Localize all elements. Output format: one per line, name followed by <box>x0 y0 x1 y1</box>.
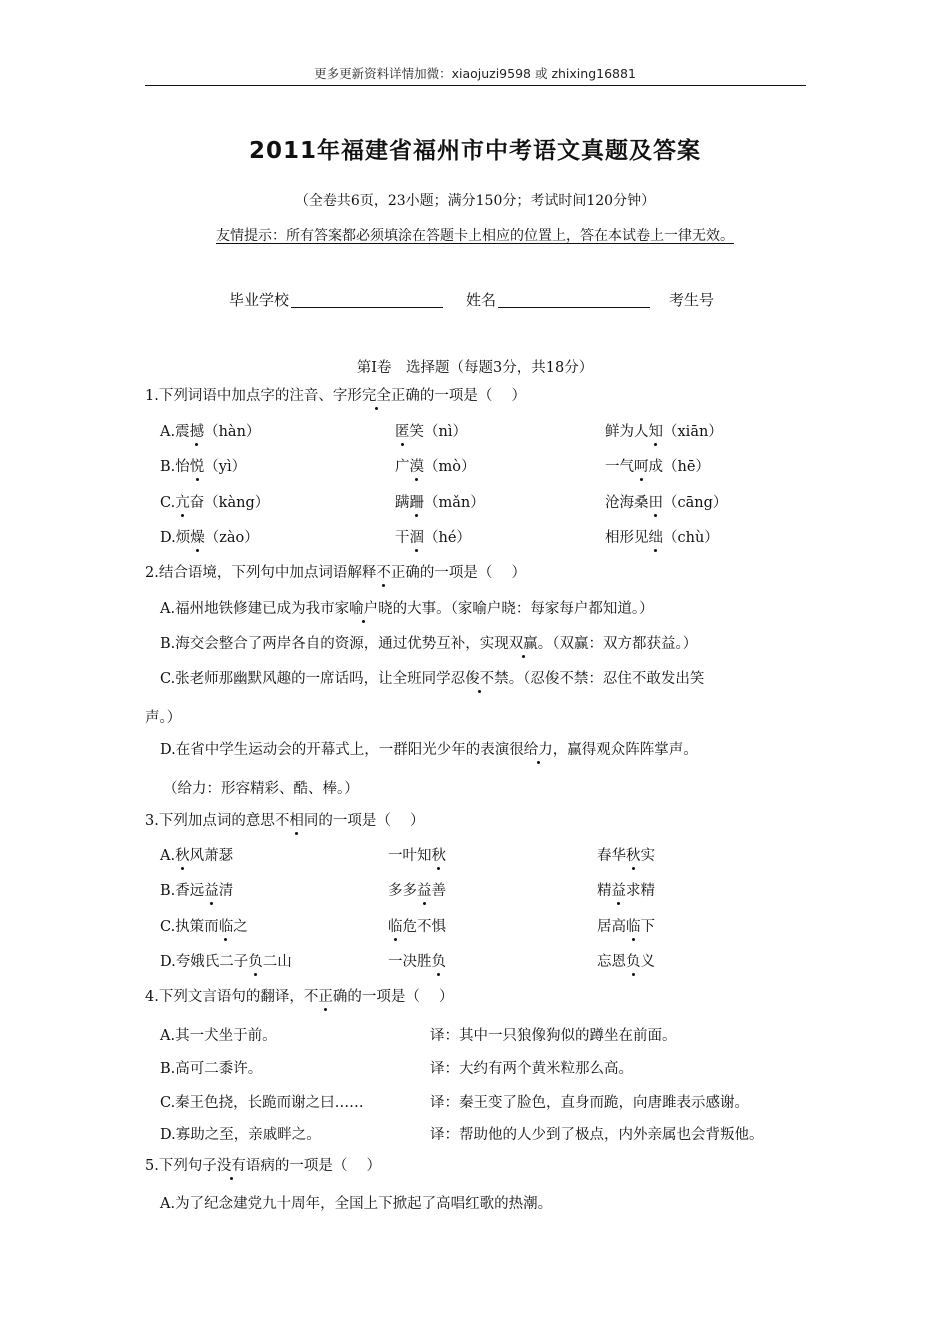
q3-option-d-2: 一决胜负 <box>388 954 446 970</box>
q4-option-d: D.寡助之至，亲戚畔之。 <box>160 1127 321 1143</box>
name-blank[interactable] <box>498 292 650 308</box>
q3-option-a: A.秋风萧瑟 <box>160 848 234 864</box>
q5-stem: 5.下列句子没有语病的一项是（ ） <box>145 1158 381 1174</box>
q4-translation-b: 译：大约有两个黄米粒那么高。 <box>430 1061 633 1077</box>
school-blank[interactable] <box>291 292 443 308</box>
q4-option-c: C.秦王色挠，长跪而谢之曰…… <box>160 1095 364 1111</box>
q3-stem: 3.下列加点词的意思不相同的一项是（ ） <box>145 813 425 829</box>
q2-option-b: B.海交会整合了两岸各自的资源，通过优势互补，实现双赢。（双赢：双方都获益。） <box>160 636 698 652</box>
q1-stem: 1.下列词语中加点字的注音、字形完全正确的一项是（ ） <box>145 388 526 404</box>
q3-option-c-3: 居高临下 <box>597 919 655 935</box>
section-heading: 第Ⅰ卷 选择题（每题3分，共18分） <box>356 360 594 376</box>
id-field[interactable]: 考生号 <box>669 291 715 309</box>
q5-option-a: A.为了纪念建党九十周年，全国上下掀起了高唱红歌的热潮。 <box>160 1196 553 1212</box>
exam-title: 2011年福建省福州市中考语文真题及答案 <box>248 138 701 164</box>
q2-option-c-cont: 声。） <box>145 710 182 726</box>
q4-option-b: B.高可二黍许。 <box>160 1061 263 1077</box>
q1-option-c: C.亢奋（kàng） <box>160 495 270 511</box>
q1-option-a: A.震撼（hàn） <box>160 424 261 440</box>
school-field[interactable]: 毕业学校 <box>229 289 443 310</box>
q2-option-d: D.在省中学生运动会的开幕式上，一群阳光少年的表演很给力，赢得观众阵阵掌声。 <box>160 742 698 758</box>
q1-option-c-2: 蹒跚（mǎn） <box>395 495 485 511</box>
q3-option-b-3: 精益求精 <box>597 883 655 899</box>
q2-stem: 2.结合语境，下列句中加点词语解释不正确的一项是（ ） <box>145 565 526 581</box>
q3-option-a-3: 春华秋实 <box>597 848 655 864</box>
q2-option-a: A.福州地铁修建已成为我市家喻户晓的大事。（家喻户晓：每家每户都知道。） <box>160 601 654 617</box>
q3-option-b-2: 多多益善 <box>388 883 446 899</box>
q2-option-c: C.张老师那幽默风趣的一席话吗，让全班同学忍俊不禁。（忍俊不禁：忍住不敢发出笑 <box>160 671 705 687</box>
exam-subtitle: （全卷共6页，23小题；满分150分；考试时间120分钟） <box>294 193 656 209</box>
q4-option-a: A.其一犬坐于前。 <box>160 1028 277 1044</box>
header-rule <box>145 85 806 86</box>
q1-option-d-3: 相形见绌（chù） <box>605 530 719 546</box>
q1-option-a-2: 匿笑（nì） <box>395 424 467 440</box>
q1-option-b: B.怡悦（yì） <box>160 459 247 475</box>
q3-option-c: C.执策而临之 <box>160 919 248 935</box>
q1-option-c-3: 沧海桑田（cāng） <box>605 495 728 511</box>
name-field[interactable]: 姓名 <box>466 289 650 310</box>
header-note: 更多更新资料详情加微：xiaojuzi9598 或 zhixing16881 <box>314 66 636 81</box>
q4-translation-d: 译：帮助他的人少到了极点，内外亲属也会背叛他。 <box>430 1127 764 1143</box>
q3-option-a-2: 一叶知秋 <box>388 848 446 864</box>
friendly-tip: 友情提示：所有答案都必须填涂在答题卡上相应的位置上，答在本试卷上一律无效。 <box>216 228 734 244</box>
q4-translation-c: 译：秦王变了脸色，直身而跪，向唐雎表示感谢。 <box>430 1095 749 1111</box>
q3-option-c-2: 临危不惧 <box>388 919 446 935</box>
q1-option-b-2: 广漠（mò） <box>395 459 476 475</box>
q1-option-b-3: 一气呵成（hē） <box>605 459 710 475</box>
q4-stem: 4.下列文言语句的翻译，不正确的一项是（ ） <box>145 989 454 1005</box>
q1-option-a-3: 鲜为人知（xiān） <box>605 424 723 440</box>
q1-option-d-2: 干涸（hé） <box>395 530 471 546</box>
q1-option-d: D.烦燥（zào） <box>160 530 259 546</box>
q4-translation-a: 译：其中一只狼像狗似的蹲坐在前面。 <box>430 1028 677 1044</box>
q3-option-b: B.香远益清 <box>160 883 234 899</box>
q3-option-d: D.夸娥氏二子负二山 <box>160 954 292 970</box>
q2-option-d-cont: （给力：形容精彩、酷、棒。） <box>163 781 359 797</box>
q3-option-d-3: 忘恩负义 <box>597 954 655 970</box>
